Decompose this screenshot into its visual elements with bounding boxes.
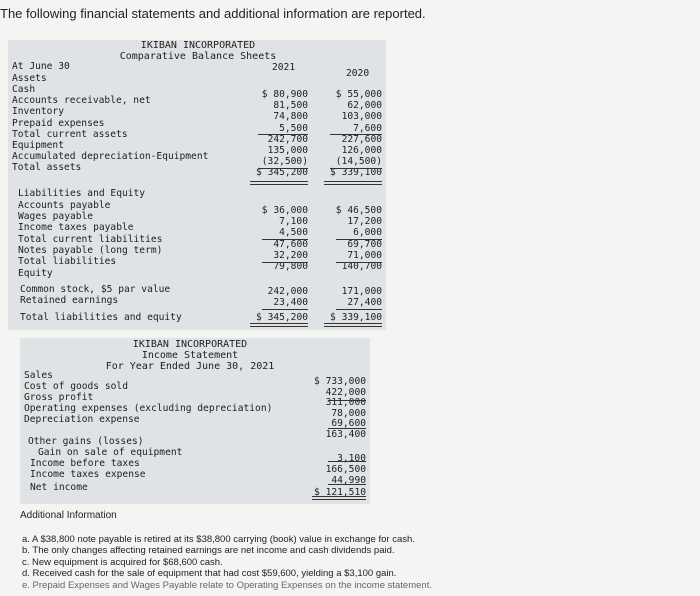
- bs-liab-row-label: Accounts payable: [18, 200, 111, 211]
- bs-asset-2020-value: $ 339,100: [330, 167, 382, 179]
- bs-company: IKIBAN INCORPORATED: [140, 40, 256, 51]
- is-row-value: 163,400: [325, 429, 366, 440]
- bs-rule: [262, 262, 308, 263]
- bs-liab-2020-value: $ 46,500: [335, 205, 382, 216]
- is-row-label: Gain on sale of equipment: [38, 447, 183, 458]
- bs-liab-row-label: Wages payable: [18, 211, 94, 223]
- bs-asset-2021-value: $ 345,200: [256, 167, 308, 179]
- bs-liab-2021-value: 4,500: [279, 227, 308, 239]
- bs-equity-2020-value: 171,000: [341, 286, 382, 297]
- bs-asset-2020-value: 7,600: [353, 122, 382, 134]
- is-row-label: Operating expenses (excluding depreciation): [24, 403, 273, 414]
- is-rule: [328, 484, 366, 485]
- bs-equity-2021-value: 242,000: [267, 286, 308, 297]
- bs-asset-2020-value: (14,500): [335, 156, 382, 168]
- bs-equity-row-label: Retained earnings: [20, 295, 119, 307]
- additional-title: Additional Information: [20, 510, 117, 521]
- bs-asset-2021-value: 5,500: [279, 122, 308, 134]
- bs-equity-header: Equity: [18, 268, 53, 279]
- bs-rule: [336, 239, 382, 240]
- additional-item: e. Prepaid Expenses and Wages Payable relate to Operating Expenses on the income statement.: [22, 579, 432, 591]
- is-period: For Year Ended June 30, 2021: [105, 361, 275, 372]
- additional-item: d. Received cash for the sale of equipment that had cost $59,600, yielding a $3,100 gain.: [22, 568, 397, 580]
- bs-asset-2020-value: $ 55,000: [335, 89, 382, 100]
- is-row-value: 78,000: [331, 407, 366, 419]
- bs-rule: [262, 239, 308, 240]
- is-row-label: Sales: [24, 370, 53, 381]
- bs-rule: [336, 309, 382, 310]
- bs-liab-2020-value: 140,700: [341, 261, 382, 272]
- bs-double-rule: [250, 181, 308, 185]
- bs-liab-2020-value: 69,700: [347, 238, 382, 250]
- bs-liab-2020-value: 6,000: [353, 227, 382, 239]
- is-company: IKIBAN INCORPORATED: [132, 339, 248, 350]
- bs-rule: [330, 134, 382, 135]
- bs-equity-2020-value: $ 339,100: [330, 312, 382, 323]
- bs-liab-header: Liabilities and Equity: [18, 188, 146, 199]
- is-row-value: 422,000: [325, 386, 366, 398]
- bs-year-2020: 2020: [346, 68, 370, 79]
- bs-equity-2021-value: 23,400: [273, 297, 308, 309]
- is-title: Income Statement: [141, 350, 239, 361]
- bs-liab-row-label: Income taxes payable: [18, 222, 134, 234]
- bs-title: Comparative Balance Sheets: [119, 51, 277, 62]
- bs-asset-2020-value: 126,000: [341, 145, 382, 156]
- bs-liab-2021-value: 32,200: [273, 249, 308, 261]
- bs-liab-2021-value: 47,600: [273, 238, 308, 250]
- bs-liab-row-label: Notes payable (long term): [18, 244, 163, 256]
- is-row-label: Cost of goods sold: [24, 381, 128, 392]
- additional-items: [22, 534, 432, 591]
- bs-asset-row-label: Prepaid expenses: [12, 117, 105, 129]
- bs-asset-2021-value: $ 80,900: [261, 89, 308, 100]
- is-row-value: 166,500: [325, 464, 366, 475]
- bs-liab-2021-value: $ 36,000: [261, 205, 308, 216]
- bs-asset-2020-value: 227,600: [341, 133, 382, 145]
- additional-item: b. The only changes affecting retained earnings are net income and cash dividends paid.: [22, 545, 395, 557]
- bs-rule: [262, 309, 308, 310]
- is-row-value: $ 121,510: [314, 487, 366, 498]
- bs-asset-2021-value: 81,500: [273, 100, 308, 112]
- is-double-rule: [312, 496, 366, 500]
- is-row-value: 311,000: [325, 397, 366, 408]
- bs-liab-2021-value: 79,800: [273, 261, 308, 272]
- bs-date-label: At June 30: [12, 61, 70, 72]
- bs-asset-2020-value: 62,000: [347, 100, 382, 112]
- additional-item: a. A $38,800 note payable is retired at its $38,800 carrying (book) value in exchange for cash.: [22, 534, 415, 545]
- bs-liab-row-label: Total liabilities: [18, 256, 117, 267]
- bs-assets-header: Assets: [12, 73, 47, 84]
- bs-equity-row-label: Common stock, $5 par value: [20, 284, 171, 295]
- bs-rule: [336, 262, 382, 263]
- bs-equity-2021-value: $ 345,200: [256, 312, 308, 323]
- bs-double-rule: [324, 323, 382, 327]
- is-row-value: 69,600: [331, 418, 366, 429]
- bs-rule: [330, 168, 382, 169]
- bs-asset-2020-value: 103,000: [341, 111, 382, 123]
- is-rule: [328, 400, 366, 401]
- bs-equity-2020-value: 27,400: [347, 297, 382, 309]
- additional-item: c. New equipment is acquired for $68,600 cash.: [22, 556, 223, 568]
- is-row-value: 3,100: [337, 453, 366, 464]
- bs-year-2021: 2021: [272, 62, 296, 73]
- bs-liab-2021-value: 7,100: [279, 216, 308, 228]
- bs-rule: [258, 134, 308, 135]
- is-row-label: Gross profit: [24, 392, 94, 403]
- bs-liab-2020-value: 17,200: [347, 216, 382, 228]
- bs-asset-row-label: Cash: [12, 84, 36, 95]
- is-row-label: Depreciation expense: [24, 414, 140, 425]
- bs-asset-row-label: Equipment: [12, 140, 64, 151]
- is-row-value: $ 733,000: [314, 376, 366, 387]
- bs-liab-2020-value: 71,000: [347, 249, 382, 261]
- is-rule: [328, 461, 366, 462]
- bs-asset-row-label: Accounts receivable, net: [12, 95, 151, 107]
- bs-asset-row-label: Accumulated depreciation-Equipment: [12, 151, 209, 163]
- bs-asset-2021-value: 242,700: [267, 133, 308, 145]
- bs-double-rule: [324, 181, 382, 185]
- bs-rule: [258, 168, 308, 169]
- bs-asset-2021-value: 135,000: [267, 145, 308, 156]
- bs-asset-2021-value: 74,800: [273, 111, 308, 123]
- is-row-label: Income before taxes: [30, 458, 140, 469]
- bs-asset-2021-value: (32,500): [261, 156, 308, 168]
- bs-double-rule: [250, 323, 308, 327]
- is-row-label: Net income: [30, 482, 88, 493]
- bs-asset-row-label: Total current assets: [12, 128, 128, 140]
- is-rule: [328, 428, 366, 429]
- bs-asset-row-label: Total assets: [12, 162, 82, 174]
- is-row-value: 44,990: [331, 475, 366, 486]
- bs-asset-row-label: Inventory: [12, 106, 64, 118]
- page-heading: The following financial statements and additional information are reported.: [0, 6, 426, 21]
- bs-liab-row-label: Total current liabilities: [18, 233, 163, 245]
- is-row-label: Other gains (losses): [28, 436, 144, 447]
- is-row-label: Income taxes expense: [30, 469, 146, 480]
- bs-equity-row-label: Total liabilities and equity: [20, 312, 182, 323]
